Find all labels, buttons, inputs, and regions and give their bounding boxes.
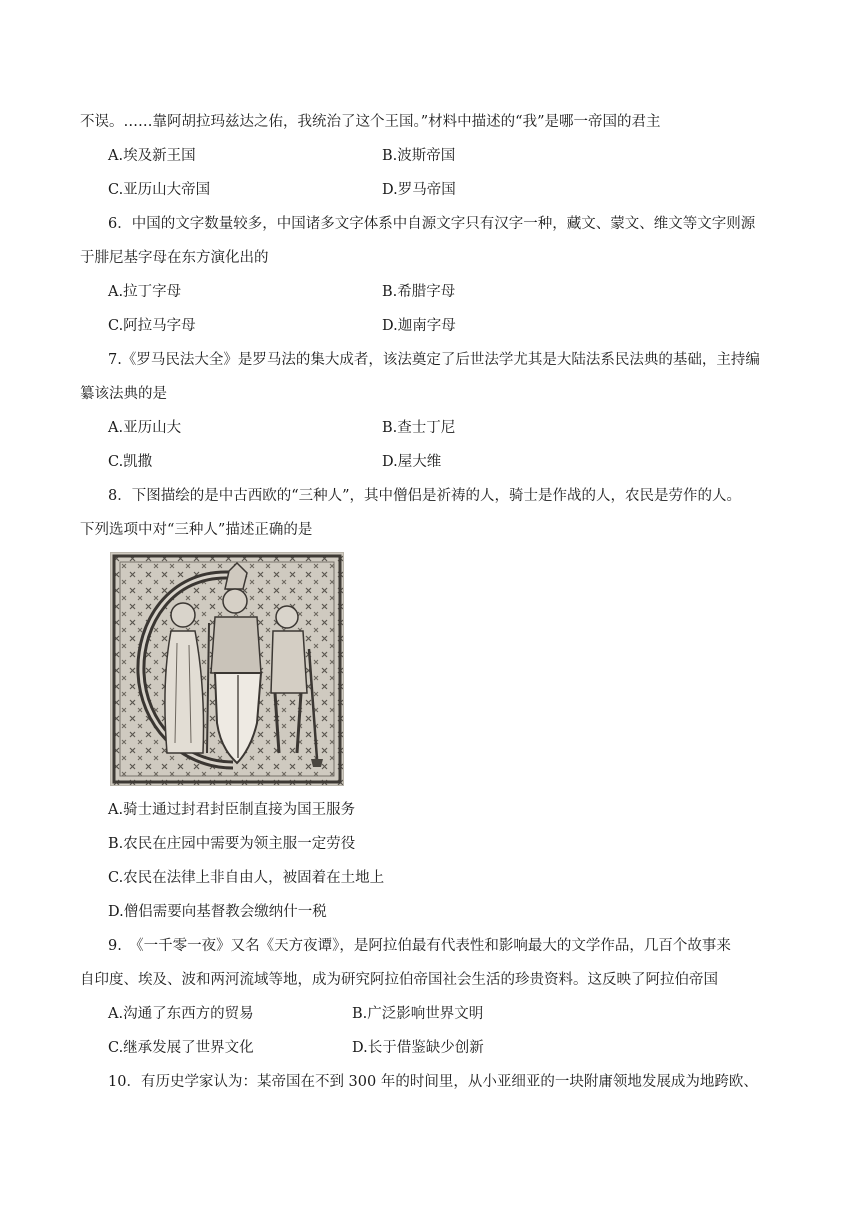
q8-option-c: C.农民在法律上非自由人，被固着在土地上 <box>108 870 385 886</box>
q8-stem-line1: 8．下图描绘的是中古西欧的“三种人”，其中僧侣是祈祷的人，骑士是作战的人，农民是劳作的人。 <box>108 488 742 504</box>
q5-option-c: C.亚历山大帝国 <box>108 182 211 198</box>
q5-option-b: B.波斯帝国 <box>382 148 456 164</box>
q7-option-a: A.亚历山大 <box>108 420 182 436</box>
q6-option-a: A.拉丁字母 <box>108 284 182 300</box>
q5-option-d: D.罗马帝国 <box>382 182 456 198</box>
q5-option-a: A.埃及新王国 <box>108 148 196 164</box>
q8-stem-line2: 下列选项中对“三种人”描述正确的是 <box>80 522 313 538</box>
q8-option-a: A.骑士通过封君封臣制直接为国王服务 <box>108 802 356 818</box>
q7-option-d: D.屋大维 <box>382 454 442 470</box>
q7-option-b: B.查士丁尼 <box>382 420 456 436</box>
q7-stem-line2: 纂该法典的是 <box>80 386 167 402</box>
q10-stem-line1: 10．有历史学家认为：某帝国在不到 300 年的时间里，从小亚细亚的一块附庸领地发展成为地跨欧、 <box>108 1074 758 1090</box>
q6-option-b: B.希腊字母 <box>382 284 456 300</box>
q8-option-d: D.僧侣需要向基督教会缴纳什一税 <box>108 904 327 920</box>
q9-option-d: D.长于借鉴缺少创新 <box>352 1040 484 1056</box>
q6-stem-line1: 6．中国的文字数量较多，中国诸多文字体系中自源文字只有汉字一种，藏文、蒙文、维文等文字则源 <box>108 216 756 232</box>
q7-stem-line1: 7.《罗马民法大全》是罗马法的集大成者，该法奠定了后世法学尤其是大陆法系民法典的基础，主持编 <box>108 352 760 368</box>
three-estates-illustration <box>110 552 344 786</box>
q6-option-d: D.迦南字母 <box>382 318 456 334</box>
q9-option-c: C.继承发展了世界文化 <box>108 1040 254 1056</box>
q8-option-b: B.农民在庄园中需要为领主服一定劳役 <box>108 836 356 852</box>
q9-option-b: B.广泛影响世界文明 <box>352 1006 484 1022</box>
medieval-manuscript-image <box>111 553 343 785</box>
q6-stem-line2: 于腓尼基字母在东方演化出的 <box>80 250 269 266</box>
q7-option-c: C.凯撒 <box>108 454 153 470</box>
q9-stem-line1: 9. 《一千零一夜》又名《天方夜谭》，是阿拉伯最有代表性和影响最大的文学作品，几百个故事来 <box>108 938 731 954</box>
q9-stem-line2: 自印度、埃及、波和两河流域等地，成为研究阿拉伯帝国社会生活的珍贵资料。这反映了阿拉伯帝国 <box>80 972 718 988</box>
q6-option-c: C.阿拉马字母 <box>108 318 196 334</box>
q9-option-a: A.沟通了东西方的贸易 <box>108 1006 254 1022</box>
q5-continuation-text: 不误。……靠阿胡拉玛兹达之佑，我统治了这个王国。”材料中描述的“我”是哪一帝国的君主 <box>80 114 661 130</box>
